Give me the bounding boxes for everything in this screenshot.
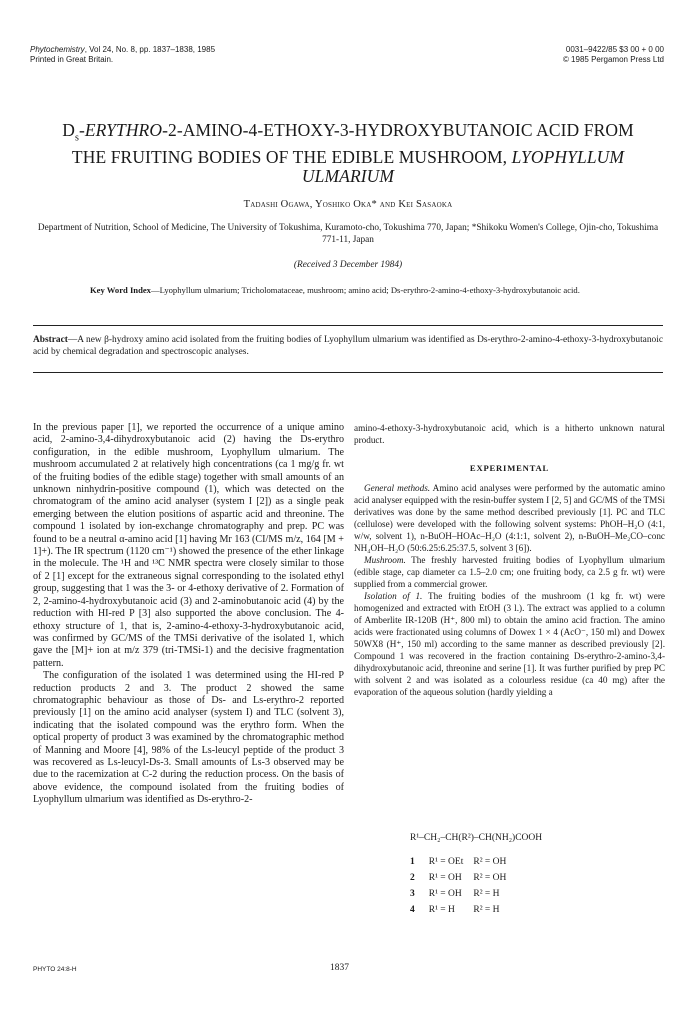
abstract-label: Abstract [33, 335, 68, 345]
publisher-header [563, 45, 664, 65]
title-line2: THE FRUITING BODIES OF THE EDIBLE MUSHROOM, [71, 146, 508, 167]
mushroom-text: The freshly harvested fruiting bodies of Lyophyllum ulmarium (edible stage, cap diameter ca 1.5–2.0 cm; one fruiting body, ca 2.5 g fr. wt) were supplied from a commercial grower. [354, 555, 665, 589]
r2-value: R² = H [473, 905, 500, 915]
title-line1-rest: -2-AMINO-4-ETHOXY-3-HYDROXYBUTANOIC ACID FROM [162, 120, 634, 140]
table-row [410, 902, 516, 918]
r1-value: R¹ = OEt [428, 857, 464, 867]
title-species: ULMARIUM [301, 165, 395, 186]
divider-bottom [33, 372, 663, 373]
r2-value: R² = H [473, 889, 500, 899]
title-erythro: ERYTHRO [84, 120, 163, 140]
intro-paragraph: In the previous paper [1], we reported the occurrence of a unique amino acid, 2-amino-3,4-dihydroxybutanoic acid (2) having the Ds-erythro configuration, in the edible mushroom, Lyophyllum ulmarium. The mushroom accumulated 2 at relatively high concentrations (ca 1 mg/g fr. wt of the fruiting bodies of the edible stage) together with small amounts of an unknown ninhydrin-positive compound (1), which was detected on the chromatogram of the amino acid analyser (system I [2]) as a single peak emerging between the elution positions of aspartic acid and threonine. The compound 1 isolated by ion-exchange chromatography and prep. PC was found to be a neutral α-amino acid [1] having Mr 163 (CI/MS m/z, 164 [M + 1]+). The IR spectrum (1120 cm⁻¹) showed the presence of the ether linkage in the molecule. The ¹H and ¹³C NMR spectra were closely similar to those of 2 [1] except for the extraneous signal corresponding to the isolated ethyl group, suggesting that 1 was the 3- or 4-ethoxy derivative of 2. Formation of 2, 2-amino-4-hydroxybutanoic acid (3) and 2-aminobutanoic acid (4) by the reduction with HI-red P [3] also supported the above conclusion. The 4-ethoxy structure of 1, that is, 2-amino-4-ethoxy-3-hydroxybutanoic acid, was confirmed by GC/MS of the TMSi derivative of the isolated 1, which gave the [M]+ ion at m/z 379 (tri-TMSi-1) and the decisive fragmentation pattern. [33, 422, 344, 669]
affiliation: Department of Nutrition, School of Medicine, The University of Tokushima, Kuramoto-cho, Tokushima 770, Japan; *Shikoku Women's College, Ojin-cho, Tokushima 771-11, Japan [37, 223, 659, 245]
table-row [410, 870, 516, 886]
issn-price: 0031–9422/85 $3 00 + 0 00 [565, 45, 664, 54]
compound-number: 3 [410, 889, 415, 899]
printed-in: Printed in Great Britain. [30, 55, 114, 64]
footer-code: PHYTO 24:8-H [33, 966, 77, 973]
copyright: © 1985 Pergamon Press Ltd [562, 55, 664, 64]
compound-number: 4 [410, 905, 415, 915]
general-methods-text: Amino acid analyses were performed by the automatic amino acid analyser equipped with the resin-buffer system I [2, 5] and GC/MS of the TMSi derivatives was done by the same method described previously [1]. PC and TLC (cellulose) were developed with the following solvent systems: PhOH–H₂O (4:1, w/w, solvent 1), n-BuOH–HOAc–H₂O (4:1:1, solvent 2), n-BuOH–Me₂CO–conc NH₄OH–H₂O (50:6.25:6.25:37.5, solvent 3 [6]). [354, 483, 665, 553]
general-formula: R¹–CH₂–CH(R²)–CH(NH₂)COOH [410, 833, 543, 843]
substituent-table [410, 854, 516, 918]
section-heading-experimental: EXPERIMENTAL [469, 463, 550, 473]
general-methods-lead: General methods. [364, 483, 431, 493]
journal-header [30, 45, 215, 65]
keywords-label: Key Word Index [90, 285, 151, 295]
r1-value: R¹ = OH [428, 873, 462, 883]
page-number: 1837 [330, 963, 349, 973]
table-row [410, 854, 516, 870]
title-sub: s [74, 132, 79, 144]
journal-citation: , Vol 24, No. 8, pp. 1837–1838, 1985 [84, 45, 216, 54]
configuration-paragraph: The configuration of the isolated 1 was determined using the HI-red P reduction products 2 and 3. The product 2 showed the same chromatographic behaviour as those of Ds- and Ls-erythro-2 reported previously [1] on the amino acid analyser (system I) and TLC (solvent 3), indicating that the isolated compound was the erythro form. When the optical property of product 3 was examined by the chromatographic method of Manning and Moore [4], 98% of the Ls-leucyl peptide of the product 3 was recovered as Ls-leucyl-Ds-3. Small amounts of Ls-3 observed may be due to the racemization at C-2 during the reduction process. On the basis of above evidence, the compound isolated from the fruiting bodies of Lyophyllum ulmarium was identified as Ds-erythro-2- [33, 670, 344, 806]
abstract [33, 334, 663, 358]
abstract-text: —A new β-hydroxy amino acid isolated from the fruiting bodies of Lyophyllum ulmarium was identified as Ds-erythro-2-amino-4-ethoxy-3-hydroxybutanoic acid by chemical degradation and spectroscopic analyses. [33, 335, 663, 357]
r1-value: R¹ = H [428, 905, 455, 915]
general-methods-paragraph [354, 482, 665, 554]
compound-number: 2 [410, 873, 415, 883]
isolation-lead: Isolation of 1. [364, 591, 423, 601]
isolation-paragraph [354, 590, 665, 698]
title-d: D [62, 120, 75, 140]
r2-value: R² = OH [473, 873, 507, 883]
right-column [354, 422, 665, 698]
intro-continuation: amino-4-ethoxy-3-hydroxybutanoic acid, which is a hitherto unknown natural product. [354, 423, 665, 445]
isolation-text: The fruiting bodies of the mushroom (1 kg fr. wt) were homogenized and extracted with EtOH (3 l.). The extract was applied to a column of Amberlite IR-120B (H⁺, 800 ml) to obtain the amino acid fraction. The amino acids were fractionated using columns of Dowex 1 × 4 (AcO⁻, 150 ml) and Dowex 50WX8 (H⁺, 150 ml) according to the same manner as described previously [2]. Compound 1 was recovered in the fraction containing Ds-erythro-2-amino-3,4-dihydroxybutanoic acid, threonine and serine [1]. It was further purified by prep PC with solvent 2 and was isolated as a colourless residue (ca 40 mg) after the evaporation of the aqueous solution (hardly yielding a [354, 591, 665, 697]
title-genus: LYOPHYLLUM [511, 146, 625, 167]
article-title [40, 121, 656, 186]
r2-value: R² = OH [473, 857, 507, 867]
mushroom-lead: Mushroom. [364, 555, 406, 565]
r1-value: R¹ = OH [428, 889, 462, 899]
received-date: (Received 3 December 1984) [293, 260, 403, 270]
mushroom-paragraph [354, 554, 665, 590]
journal-name: Phytochemistry [30, 45, 85, 54]
structure-formula-block [410, 830, 542, 918]
authors: Tadashi Ogawa, Yoshiko Oka* and Kei Sasaoka [243, 199, 453, 210]
keywords [90, 285, 610, 296]
divider-top [33, 325, 663, 326]
title-dash: - [78, 120, 85, 140]
compound-number: 1 [410, 857, 415, 867]
table-row [410, 886, 516, 902]
keywords-text: —Lyophyllum ulmarium; Tricholomataceae, mushroom; amino acid; Ds-erythro-2-amino-4-ethoxy-3-hydroxybutanoic acid. [150, 285, 580, 295]
left-column [33, 422, 344, 807]
